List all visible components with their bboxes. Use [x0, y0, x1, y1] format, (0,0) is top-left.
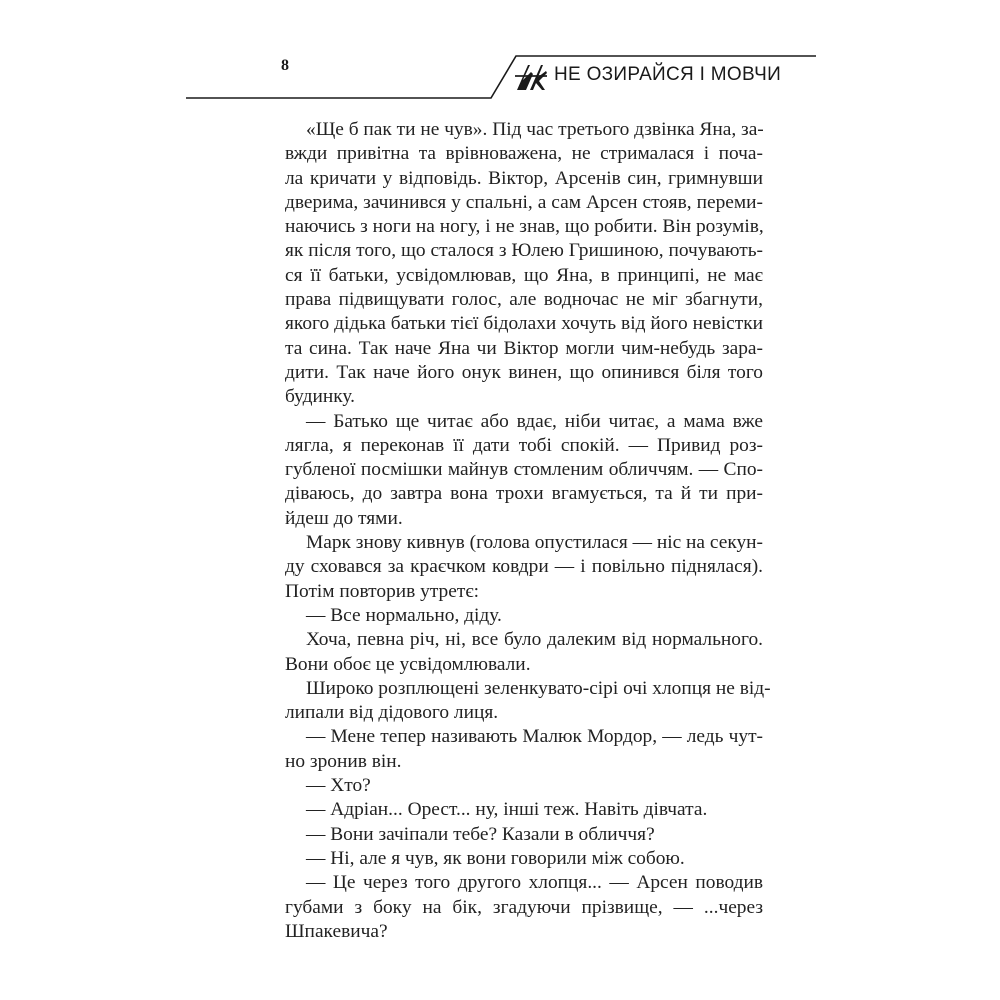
text-line: Марк знову кивнув (голова опустилася — ніс на секун-: [306, 532, 763, 554]
text-line: Хоча, певна річ, ні, все було далеким від нормального.: [306, 629, 763, 651]
text-line: наючись з ноги на ногу, і не знав, що робити. Він розумів,: [285, 216, 764, 238]
text-line: — Все нормально, діду.: [306, 604, 502, 626]
text-line: — Ні, але я чув, як вони говорили між собою.: [306, 847, 685, 869]
text-line: права підвищувати голос, але водночас не міг збагнути,: [285, 289, 763, 311]
text-line: губленої посмішки майнув стомленим обличчям. — Спо-: [285, 459, 763, 481]
text-line: як після того, що сталося з Юлею Гришиною, почувають-: [285, 240, 763, 262]
text-line: Широко розплющені зеленкувато-сірі очі хлопця не від-: [306, 677, 771, 699]
text-line: вжди привітна та врівноважена, не стрималася і поча-: [285, 143, 763, 165]
text-line: Потім повторив утретє:: [285, 580, 480, 602]
text-line: Шпакевича?: [285, 920, 388, 942]
text-line: липали від дідового лиця.: [285, 702, 499, 724]
text-line: якого дідька батьки тієї бідолахи хочуть від його невістки: [285, 313, 763, 335]
text-line: ла кричати у відповідь. Віктор, Арсенів син, гримнувши: [285, 167, 763, 189]
text-line: ду сховався за краєчком ковдри — і повільно піднялася).: [285, 556, 763, 578]
publisher-logo-icon: [514, 62, 548, 92]
text-line: — Хто?: [306, 775, 371, 797]
text-line: лягла, я переконав її дати тобі спокій. — Привид роз-: [285, 434, 763, 456]
text-line: но зронив він.: [285, 750, 402, 772]
text-line: йдеш до тями.: [285, 507, 403, 529]
text-line: — Батько ще читає або вдає, ніби читає, а мама вже: [306, 410, 763, 432]
text-line: Вони обоє це усвідомлювали.: [285, 653, 531, 675]
text-line: — Це через того другого хлопця... — Арсен поводив: [306, 872, 763, 894]
text-line: — Вони зачіпали тебе? Казали в обличчя?: [306, 823, 655, 845]
book-title: НЕ ОЗИРАЙСЯ І МОВЧИ: [554, 64, 782, 85]
text-line: ся її батьки, усвідомлював, що Яна, в принципі, не має: [285, 264, 763, 286]
text-line: — Мене тепер називають Малюк Мордор, — ледь чут-: [306, 726, 763, 748]
page-number: 8: [281, 57, 289, 74]
text-line: дити. Так наче його онук винен, що опинився біля того: [285, 361, 763, 383]
text-line: «Ще б пак ти не чув». Під час третього дзвінка Яна, за-: [306, 119, 764, 140]
text-line: дверима, зачинився у спальні, а сам Арсен стояв, переми-: [285, 191, 763, 213]
text-line: та сина. Так наче Яна чи Віктор могли чим-небудь зара-: [285, 337, 763, 359]
text-line: будинку.: [285, 386, 355, 408]
body-text: [285, 118, 771, 944]
text-line: діваюсь, до завтра вона трохи вгамується, та й ти при-: [285, 483, 763, 505]
text-line: — Адріан... Орест... ну, інші теж. Навіть дівчата.: [306, 799, 708, 821]
text-line: губами з боку на бік, згадуючи прізвище, — ...через: [285, 896, 763, 918]
